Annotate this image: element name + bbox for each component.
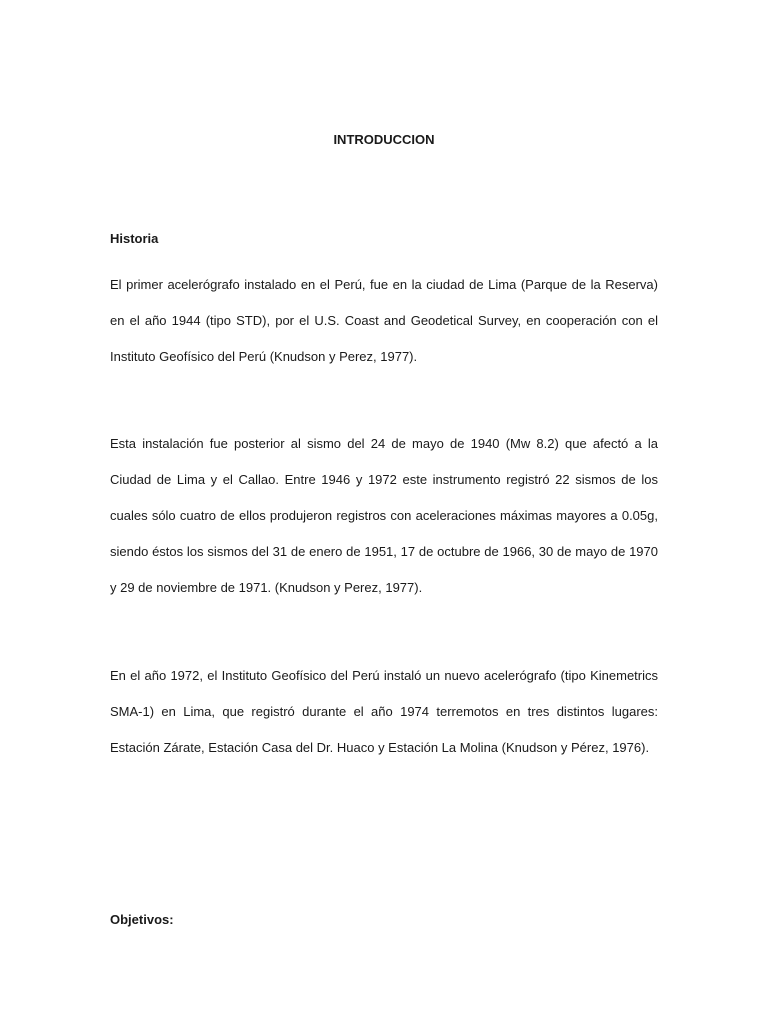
section-heading-historia: Historia <box>110 231 159 246</box>
document-title: INTRODUCCION <box>333 132 435 147</box>
section-heading-objetivos: Objetivos: <box>110 912 174 927</box>
paragraph-history-3: En el año 1972, el Instituto Geofísico del Perú instaló un nuevo acelerógrafo (tipo Kinemetrics SMA-1) en Lima, que registró durante el año 1974 terremotos en tres distintos lugares: Estación Zárate, Estación Casa del Dr. Huaco y Estación La Molina (Knudson y Pérez, 1976). <box>110 668 658 755</box>
paragraph-history-1: El primer acelerógrafo instalado en el Perú, fue en la ciudad de Lima (Parque de la Reserva) en el año 1944 (tipo STD), por el U.S. Coast and Geodetical Survey, en cooperación con el Instituto Geofísico del Perú (Knudson y Perez, 1977). <box>110 277 658 364</box>
paragraph-history-2: Esta instalación fue posterior al sismo del 24 de mayo de 1940 (Mw 8.2) que afectó a la Ciudad de Lima y el Callao. Entre 1946 y 1972 este instrumento registró 22 sismos de los cuales sólo cuatro de ellos produjeron registros con aceleraciones máximas mayores a 0.05g, siendo éstos los sismos del 31 de enero de 1951, 17 de octubre de 1966, 30 de mayo de 1970 y 29 de noviembre de 1971. (Knudson y Perez, 1977). <box>110 436 658 595</box>
